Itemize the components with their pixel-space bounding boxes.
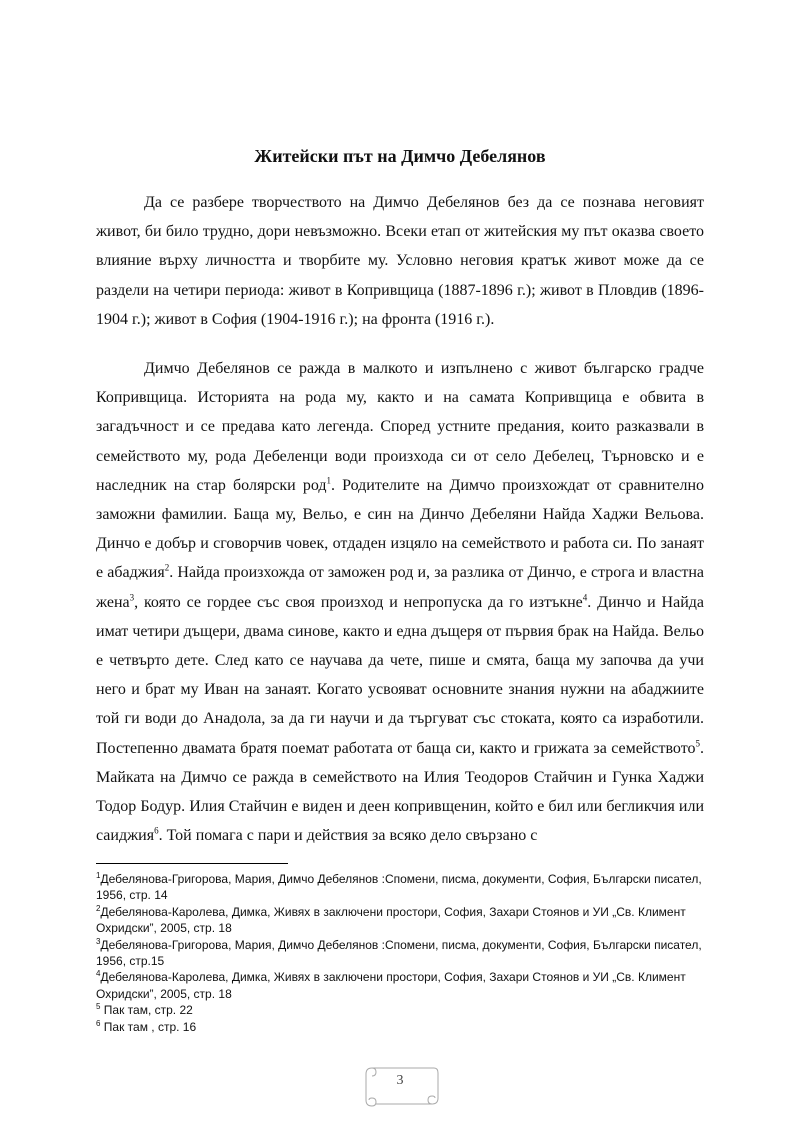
page-number: 3	[396, 1073, 404, 1088]
footnote-marker-4[interactable]: 4	[582, 592, 588, 603]
paragraph-2-text: Димчо Дебелянов се ражда в малкото и изпълнено с живот българско градче Копривщица. Историята на рода му, както и на самата Копривщица е обвита в загадъчност и се предава като легенда. Според устните предания, които разказвали в семейството му, рода Дебеленци води произхода си от село Дебелец, Търновско и е наследник на стар болярски род	[96, 360, 704, 494]
footnote-text: Дебелянова-Каролева, Димка, Живях в заключени простори, София, Захари Стоянов и УИ „Св. Климент Охридски”, 2005, стр. 18	[96, 970, 686, 1001]
footnote-number: 1	[96, 871, 101, 880]
paragraph-2-text: . Найда произхожда от заможен род и, за разлика от Динчо, е строга и властна жена	[96, 564, 705, 611]
paragraph-2-text: . Родителите на Димчо произхождат от сравнително заможни фамилии. Баща му, Вельо, е син на Динчо Дебеляни Найда Хаджи Вельова. Динчо е добър и сговорчив човек, отдаден изцяло на семейството и работа си. По занаят е абаджия	[96, 476, 705, 582]
footnote-number: 3	[96, 936, 101, 946]
footnote-5	[96, 1002, 706, 1018]
paragraph-2-text: . Той помага с пари и действия за всяко дело свързано с	[158, 827, 538, 845]
footnote-text: Дебелянова-Каролева, Димка, Живях в заключени простори, София, Захари Стоянов и УИ „Св. Климент Охридски”, 2005, стр. 18	[96, 904, 686, 936]
footnote-marker-2[interactable]: 2	[164, 563, 170, 574]
footnote-4	[96, 969, 706, 1002]
footnote-marker-1[interactable]: 1	[326, 475, 332, 486]
footnote-6	[96, 1019, 706, 1035]
paragraph-2-text: , която се гордее със своя произход и непропуска да го изтъкне	[134, 593, 583, 611]
footnote-number: 6	[96, 1018, 101, 1028]
footnote-separator	[96, 863, 288, 864]
paragraph-2	[96, 354, 704, 850]
paragraph-1: Да се разбере творчеството на Димчо Дебелянов без да се познава неговият живот, би било трудно, дори невъзможно. Всеки етап от житейския му път оказва своето влияние върху личността и творбите му. Условно неговия кратък живот може да се раздели на четири периода: живот в Копривщица (1887-1896 г.); живот в Пловдив (1896-1904 г.); живот в София (1904-1916 г.); на фронта (1916 г.).	[96, 194, 704, 328]
paragraph-2-text: . Майката на Димчо се ражда в семейството на Илия Теодоров Стайчин и Гунка Хаджи Тодор Бодур. Илия Стайчин е виден и деен копривщенин, който е бил или бегликчия или саиджия	[96, 739, 704, 845]
footnote-3	[96, 937, 706, 970]
footnote-number: 2	[96, 903, 101, 913]
footnote-number: 5	[96, 1002, 101, 1012]
document-body	[96, 188, 704, 850]
footnotes	[96, 871, 706, 1035]
footnote-marker-6[interactable]: 6	[154, 825, 159, 836]
footnote-text: Дебелянова-Григорова, Мария, Димчо Дебелянов :Спомени, писма, документи, София, Български писател, 1956, стр.15	[96, 937, 702, 969]
paragraph-2-text: . Динчо и Найда имат четири дъщери, двама синове, както и една дъщеря от първия брак на Найда. Вельо е четвърто дете. След като се научава да чете, пише и смята, баща му започва да учи него и брат му Иван на занаят. Когато усвояват основните знания нужни на абаджиите той ги води до Анадола, за да ги научи и да търгуват със стоката, която са изработили. Постепенно двамата братя поемат работата от баща си, както и грижата за семейството	[96, 593, 705, 757]
page-title: Житейски път на Димчо Дебелянов	[254, 146, 546, 166]
footnote-1	[96, 871, 706, 904]
footnote-marker-5[interactable]: 5	[695, 738, 700, 749]
footnote-marker-3[interactable]: 3	[129, 592, 135, 603]
footnote-text: Пак там , стр. 16	[100, 1019, 197, 1034]
footnote-text: Дебелянова-Григорова, Мария, Димчо Дебелянов :Спомени, писма, документи, София, Български писател, 1956, стр. 14	[96, 872, 702, 903]
footnote-2	[96, 904, 706, 937]
footnote-number: 4	[96, 969, 101, 979]
footnote-text: Пак там, стр. 22	[100, 1003, 193, 1018]
